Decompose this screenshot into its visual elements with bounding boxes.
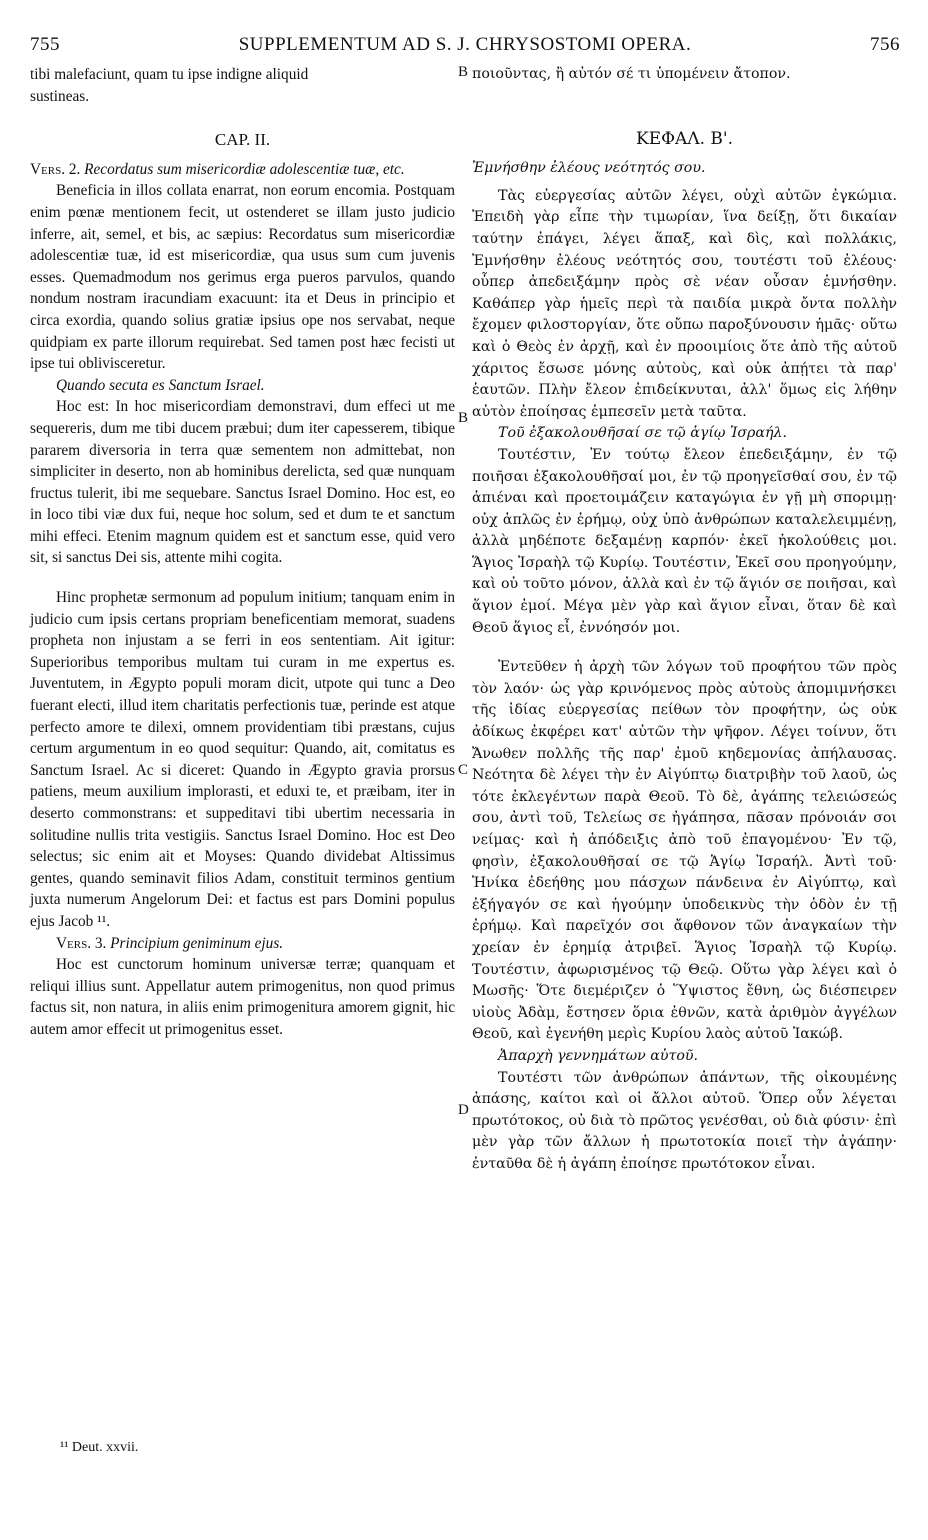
running-header bbox=[30, 34, 900, 56]
greek-column bbox=[472, 64, 897, 1176]
latin-paragraph-1: Beneficia in illos collata enarrat, non eorum encomia. Postquam enim pœnæ mentionem fecit, ut ostenderet se illam justo judicio inferre, ait, semel, et bis, ac sæpius: Recordatus sum misericordiæ adolescentiæ tuæ, id est misericordiæ, qua usus sum cum juvenis esses. Quemadmodum nos gerimus erga pueros parvulos, quando nondum nostram iracundiam exacuunt: ita et Deus in principio et circa exordia, quando solius gratiæ ipsius ope nos servabat, neque quidpiam ex parte illorum requirebat. Sed tamen post hæc fecisti ut ipse tui oblivisceretur. bbox=[30, 182, 455, 373]
margin-letter-b2: B bbox=[458, 410, 469, 426]
margin-letter-b1: B bbox=[458, 64, 469, 80]
greek-paragraph-3: Ἐντεῦθεν ἡ ἀρχὴ τῶν λόγων τοῦ προφήτου τῶν πρὸς τὸν λαόν· ὡς γὰρ κρινόμενος πρὸς αὐτοὺς ἀπομιμνήσκει τῆς ἰδίας εὐεργεσίας πείθων τὸν προφήτην, ὡς οὐκ ἀδίκως ἐκφέρει κατ' αὐτῶν τὴν ψῆφον. Λέγει τοίνυν, ὅτι Ἄνωθεν πολλῆς τῆς παρ' ἐμοῦ κηδεμονίας ἀπήλαυσας. Νεότητα δὲ λέγει τὴν ἐν Αἰγύπτῳ διατριβὴν τοῦ λαοῦ, ὡς τότε ἐκλεγέντων παρὰ Θεοῦ. Τὸ δὲ, ἀγάπης τελειώσεώς σου, ἀντὶ τοῦ, Τελείως σε ἠγάπησα, πᾶσαν πρόνοιάν σοι νείμας· καὶ ἡ ἀπόδειξις ἀπὸ τοῦ ἐπαγομένου· Ἐν τῷ, φησὶν, ἐξακολουθῆσαί σε τῷ Ἁγίῳ Ἰσραήλ. Ἀντὶ τοῦ· Ἡνίκα ἐδεήθης μου πάσχων πάνδεινα ἐν Αἰγύπτῳ, καὶ ἐξήγαγόν σε καὶ ἡγούμην ὑποδεικνὺς τὴν ὁδὸν ἐν τῇ ἐρήμῳ. Καὶ παρεῖχόν σοι ἄφθονον τῶν ἀναγκαίων τὴν χρείαν ἐν ἐρημίᾳ ἀτριβεῖ. Ἅγιος Ἰσραὴλ τῷ Κυρίῳ. Τουτέστιν, ἀφωρισμένος τῷ Θεῷ. Οὕτω γὰρ λέγει καὶ ὁ Μωσῆς· Ὅτε διεμέριζεν ὁ Ὕψιστος ἔθνη, ὡς διέσπειρεν υἱοὺς Ἀδὰμ, ἔστησεν ὅρια ἐθνῶν, κατὰ ἀριθμὸν ἀγγέλων Θεοῦ, καὶ ἐγενήθη μερὶς Κυρίου λαὸς αὐτοῦ Ἰακώβ. bbox=[472, 659, 897, 1043]
footnote: ¹¹ Deut. xxvii. bbox=[60, 1440, 139, 1455]
verse-lemma: Recordatus sum misericordiæ adolescentiæ tuæ, etc. bbox=[84, 160, 405, 178]
latin-paragraph-3: Hinc prophetæ sermonum ad populum initium; tanquam enim in judicio cum ipsis certans propriam beneficentiam memorat, suadens propheta non injustam a se ferri in eos sententiam. Ait igitur: Superioribus temporibus multam tui curam in me expertus es. Juventutem, in Ægypto populi moram dicit, utpote qui tunc a Deo fuerant electi, illud item charitatis perfectionis tuæ, perinde est atque perfecto amore te dilexi, omnem providentiam tibi præstans, cujus certum argumentum in eo quod sequitur: Quando, ait, comitatus es Sanctum Israel. Ac si diceret: Quando in Ægypto gravia prorsus patiens, meum auxilium implorasti, et eduxi te, et præibam, iter in deserto commonstrans: et suppeditavi tibi ubertim necessaria in solitudine nullis trita vestigiis. Sanctus Israel Domino. Hoc est Deo selectus; sic enim ait et Moyses: Quando dividebat Altissimus gentes, quando seminavit filios Adam, constituit terminos gentium juxta numerum Angelorum Dei: et factus est pars Domini populus ejus Jacob ¹¹. bbox=[30, 589, 455, 930]
latin-verse-3 bbox=[30, 933, 455, 955]
latin-paragraph-2: Hoc est: In hoc misericordiam demonstravi, dum effeci ut me sequereris, dum me tibi ducem præbui; dum iter capesserem, tibique pararem diversoria in terra quæ sementem non admittebat, non simpliciter in deserto, non ab hominibus derelicta, sed quæ nunquam fructus tulerit, ibi me sequebare. Sanctus Israel Domino. Hoc est, eo in loco tibi viæ dux fui, neque hoc solum, sed et dum te et sanctum mihi effeci. Etenim magnum quidem est et sanctum esse, quid vero sit, si sanctus Dei sis, attente mihi cogita. bbox=[30, 398, 455, 567]
greek-top-line: ποιοῦντας, ἢ αὐτόν σέ τι ὑπομένειν ἄτοπον. bbox=[472, 66, 791, 82]
page-number-left: 755 bbox=[30, 34, 60, 55]
margin-letter-d: D bbox=[458, 1102, 469, 1118]
greek-chapter-heading: ΚΕΦΑΛ. Β'. bbox=[636, 128, 733, 149]
page-number-right: 756 bbox=[870, 34, 900, 55]
latin-verse-2 bbox=[30, 159, 455, 181]
greek-paragraph-4: Τουτέστι τῶν ἀνθρώπων ἁπάντων, τῆς οἰκουμένης ἁπάσης, καίτοι καὶ οἱ ἄλλοι αὐτοῦ. Ὅπερ οὖν λέγεται πρωτότοκος, οὐ διὰ τὸ πρῶτος γενέσθαι, οὐ διὰ φύσιν· ἐπὶ μὲν γὰρ τῶν ἄλλων ἡ πρωτοτοκία ποιεῖ τὴν ἀγάπην· ἐνταῦθα δὲ ἡ ἀγάπη ἐποίησε πρωτότοκον εἶναι. bbox=[472, 1069, 897, 1172]
latin-chapter-heading: CAP. II. bbox=[214, 130, 271, 150]
greek-lemma-2: Τοῦ ἐξακολουθῆσαί σε τῷ ἁγίῳ Ἰσραήλ. bbox=[498, 425, 787, 442]
latin-column bbox=[30, 64, 455, 1041]
margin-letter-c: C bbox=[458, 762, 469, 778]
greek-lemma-3: Ἀπαρχὴ γεννημάτων αὐτοῦ. bbox=[498, 1047, 699, 1064]
running-title: SUPPLEMENTUM AD S. J. CHRYSOSTOMI OPERA. bbox=[238, 34, 692, 55]
latin-paragraph-4: Hoc est cunctorum hominum universæ terræ; quanquam et reliqui illius sunt. Appellatur autem primogenitus, non quod primus factus sit, non natura, in aliis enim primogenitura amorem gignit, hic autem amor effecit ut primogenitus esset. bbox=[30, 956, 455, 1038]
verse-label: Vers. 3. bbox=[56, 934, 107, 952]
greek-lemma-1: Ἐμνήσθην ἐλέους νεότητός σου. bbox=[472, 160, 706, 177]
verse-lemma: Principium geniminum ejus. bbox=[110, 934, 284, 952]
greek-paragraph-1: Τὰς εὐεργεσίας αὐτῶν λέγει, οὐχὶ αὐτῶν ἐγκώμια. Ἐπειδὴ γὰρ εἶπε τὴν τιμωρίαν, ἵνα δείξῃ, ὅτι δικαίαν ταύτην ἐπάγει, λέγει ἅπαξ, καὶ δὶς, καὶ πολλάκις, Ἐμνήσθην ἐλέους νεότητός σου, τουτέστι τοῦ ἐλέους· οὗπερ ἀπεδειξάμην πρὸς σὲ νέαν οὖσαν ἐμνήσθην. Καθάπερ γὰρ ἡμεῖς περὶ τὰ παιδία μικρὰ ὄντα πολλὴν ἔχομεν φιλοστοργίαν, ὅτε οὔπω παροξύνουσιν ἡμᾶς· οὕτω καὶ ὁ Θεὸς ἐν ἀρχῇ, καὶ ἐν προοιμίοις ὅτε ἀπὸ τῆς αὐτοῦ χάριτος ἔσωσε μόνης αὐτοὺς, καὶ οὐκ ἀπῄτει τὰ παρ' ἑαυτῶν. Πλὴν ἔλεον ἐπιδείκνυται, ἀλλ' ὅμως εἰς λήθην αὐτὸν ἐποίησας ἐμπεσεῖν μετὰ ταῦτα. bbox=[472, 187, 897, 420]
verse-label: Vers. 2. bbox=[30, 160, 81, 178]
latin-lemma-2: Quando secuta es Sanctum Israel. bbox=[56, 376, 265, 394]
greek-paragraph-2: Τουτέστιν, Ἐν τούτῳ ἔλεον ἐπεδειξάμην, ἐν τῷ ποιῆσαι ἐξακολουθῆσαί μοι, ἐν τῷ προηγεῖσθαί σου, ἐν τῷ ἀπιέναι καὶ προετοιμάζειν καταγώγια ἐν γῇ μὴ σποριμῃ· οὐχ ἁπλῶς ἐν ἐρήμῳ, οὐχ ὑπὸ ἀνθρώπων καταλελειμμένῃ, ἀλλὰ μηδέποτε δεξαμένῃ καρπόν· ἐκεῖ ἠκολούθεις μοι. Ἅγιος Ἰσραὴλ τῷ Κυρίῳ. Τουτέστιν, Ἐκεῖ σου προηγούμην, καὶ οὐ τοῦτο μόνον, ἀλλὰ καὶ ἐν τῷ ἅγιόν σε ποιῆσαι, καὶ ἅγιον ἐμοί. Μέγα μὲν γὰρ καὶ ἅγιον εἶναι, ὅταν δὲ καὶ Θεοῦ ἅγιος εἶ, ἐννόησόν μοι. bbox=[472, 446, 897, 636]
latin-top-line-1: tibi malefaciunt, quam tu ipse indigne aliquid bbox=[30, 66, 309, 83]
latin-top-line-2: sustineas. bbox=[30, 87, 90, 105]
